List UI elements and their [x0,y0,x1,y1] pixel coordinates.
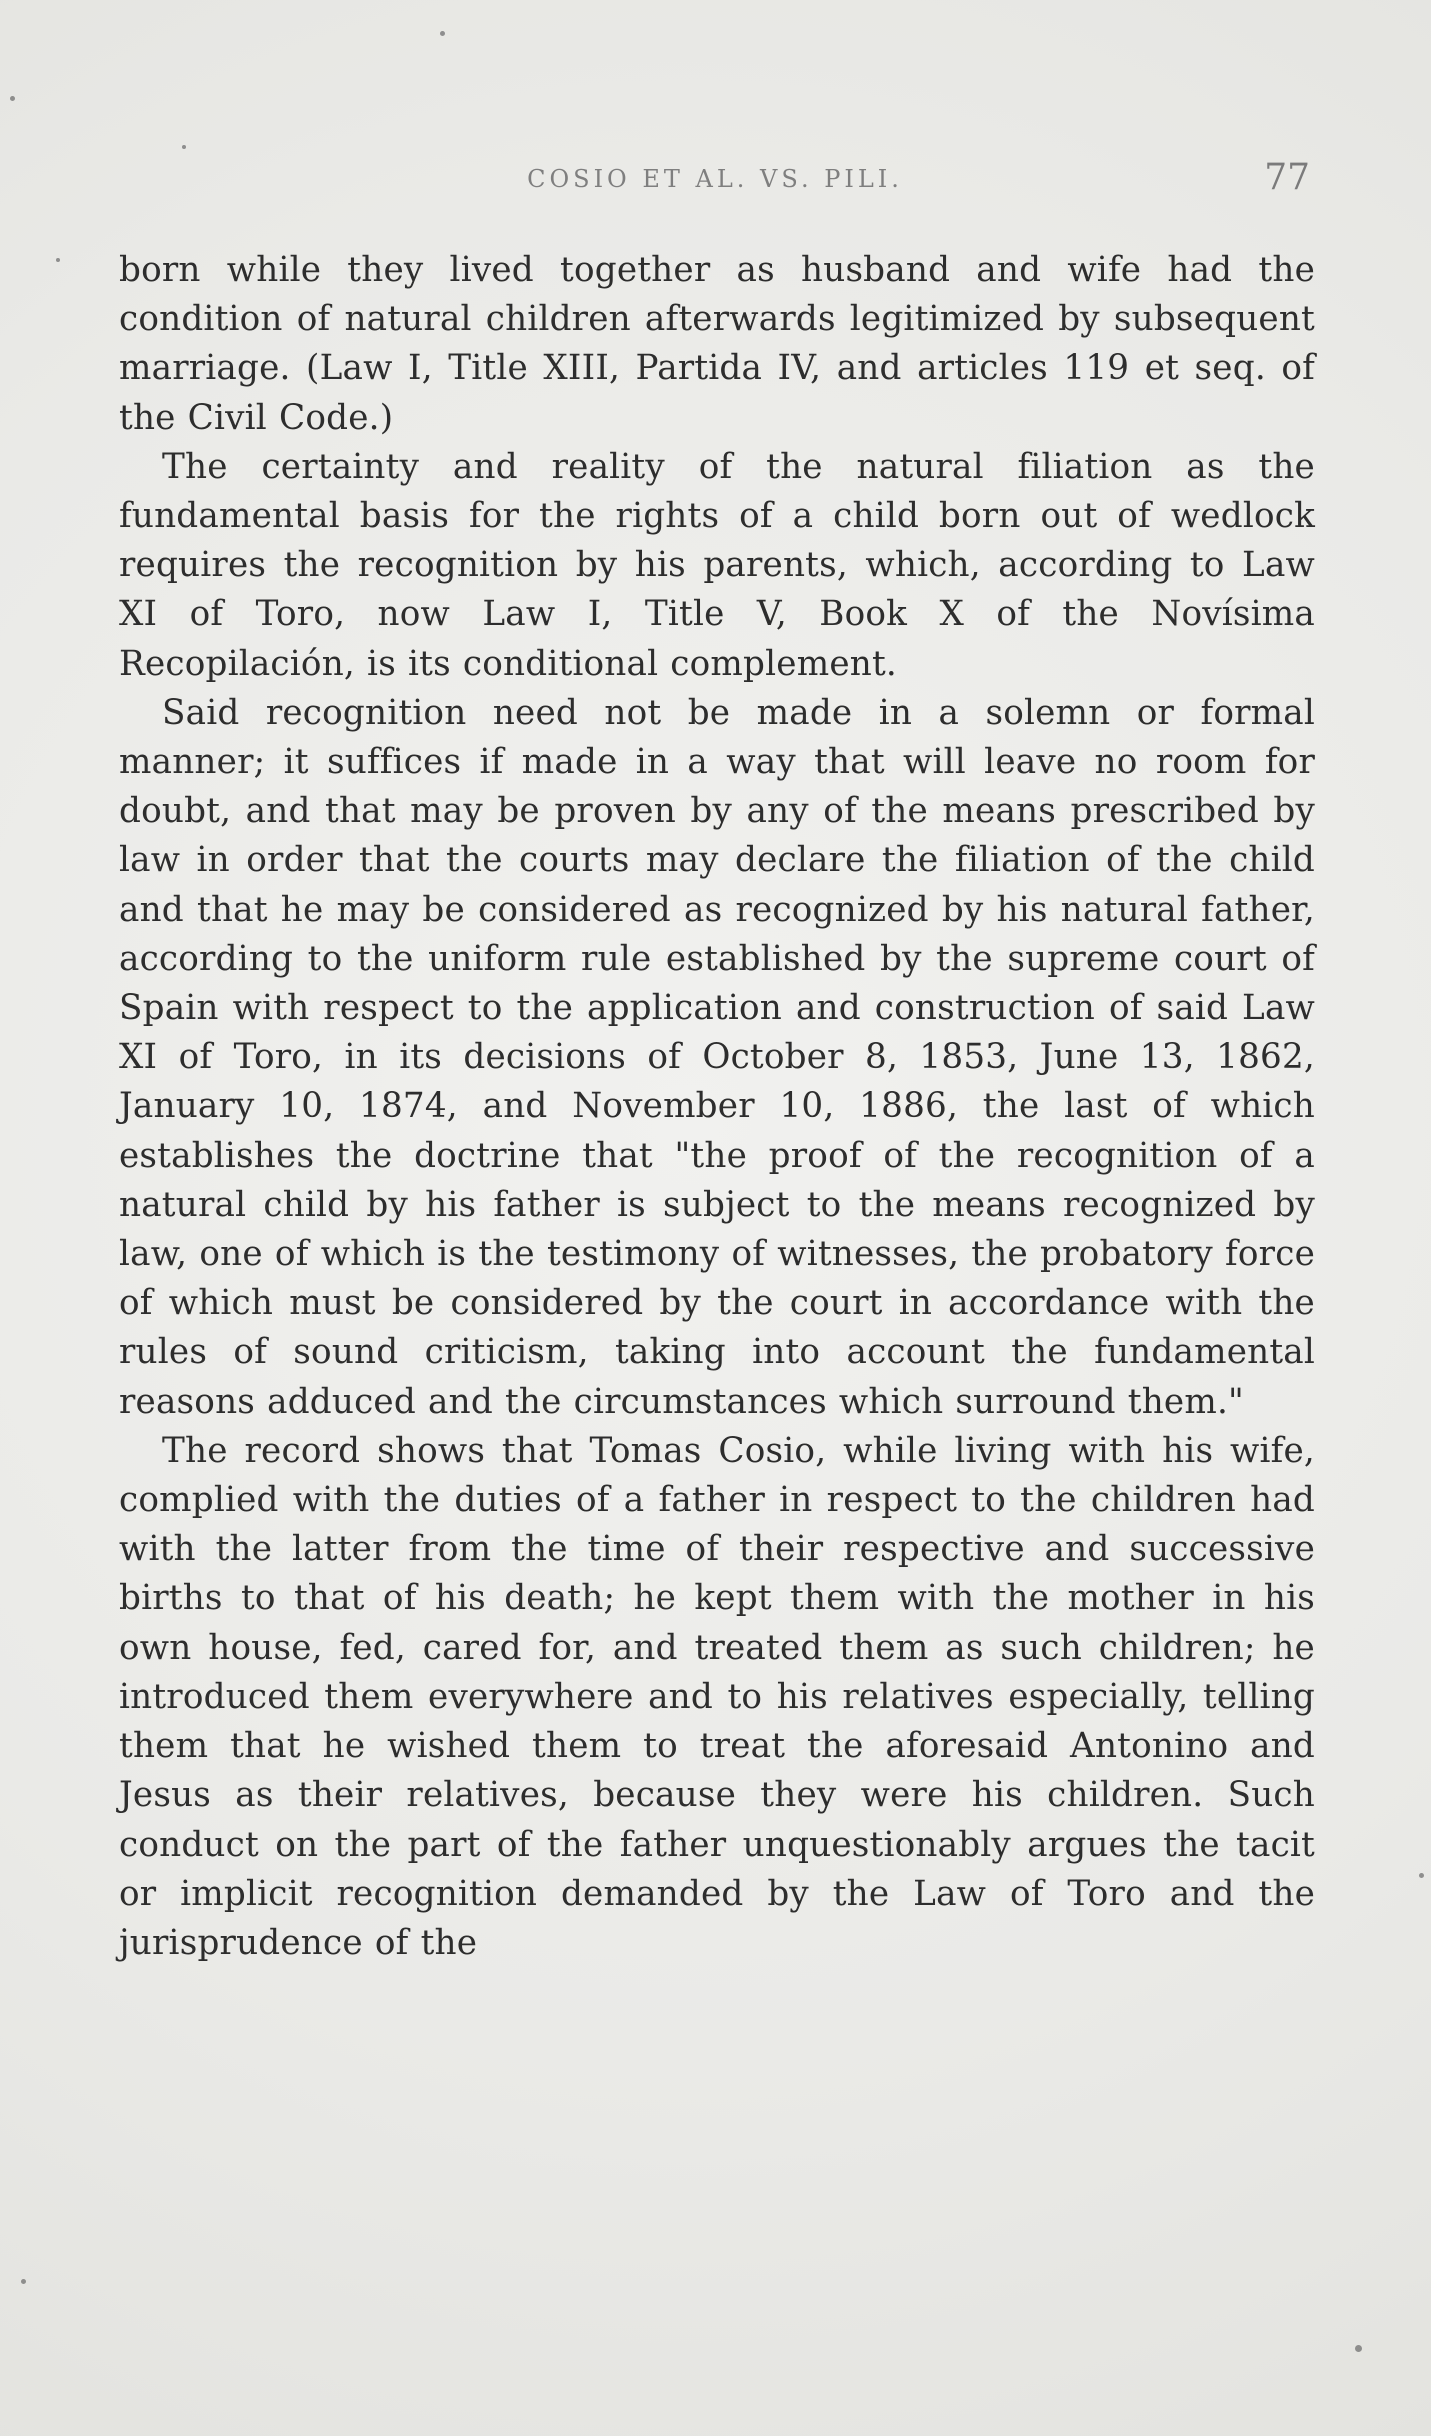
scan-speck [56,258,60,262]
page-number: 77 [1264,157,1310,198]
paragraph-natural-filiation: The certainty and reality of the natural filiation as the fundamental basis for the rights of a child born out of wedlock requires the recognition by his parents, which, according to Law XI of Toro, now Law I, Title V, Book X of the Novísima Recopilación, is its conditional complement. [119,446,1315,684]
scan-speck [10,96,15,101]
running-head: COSIO ET AL. VS. PILI. [527,165,903,193]
paragraph-record: The record shows that Tomas Cosio, while living with his wife, complied with the duties of a father in respect to the children had with the latter from the time of their respective and successive births to that of his death; he kept them with the mother in his own house, fed, cared for, and treated them as such children; he introduced them everywhere and to his relatives especially, telling them that he wished them to treat the aforesaid Antonino and Jesus as their relatives, because they were his children. Such conduct on the part of the father unquestionably argues the tacit or implicit recognition demanded by the Law of Toro and the jurisprudence of the [119,1430,1315,1963]
scan-speck [440,31,445,36]
page-body [119,246,1315,1968]
paragraph-recognition: Said recognition need not be made in a solemn or formal manner; it suffices if made in a way that will leave no room for doubt, and that may be proven by any of the means prescribed by law in order that the courts may declare the filiation of the child and that he may be considered as recognized by his natural father, according to the uniform rule established by the supreme court of Spain with respect to the application and construction of said Law XI of Toro, in its decisions of October 8, 1853, June 13, 1862, January 10, 1874, and November 10, 1886, the last of which establishes the doctrine that "the proof of the recognition of a natural child by his father is subject to the means recognized by law, one of which is the testimony of witnesses, the probatory force of which must be considered by the court in accordance with the rules of sound criticism, taking into account the fundamental reasons adduced and the circumstances which surround them." [119,692,1315,1422]
page-header [120,157,1310,209]
scan-speck [182,145,186,149]
scan-speck [1419,1873,1424,1878]
scan-speck [1355,2345,1362,2352]
scan-speck [21,2279,26,2284]
paragraph-continuation: born while they lived together as husband and wife had the condition of natural children afterwards legitimized by subsequent marriage. (Law I, Title XIII, Partida IV, and articles 119 et seq. of the Civil Code.) [119,250,1315,438]
